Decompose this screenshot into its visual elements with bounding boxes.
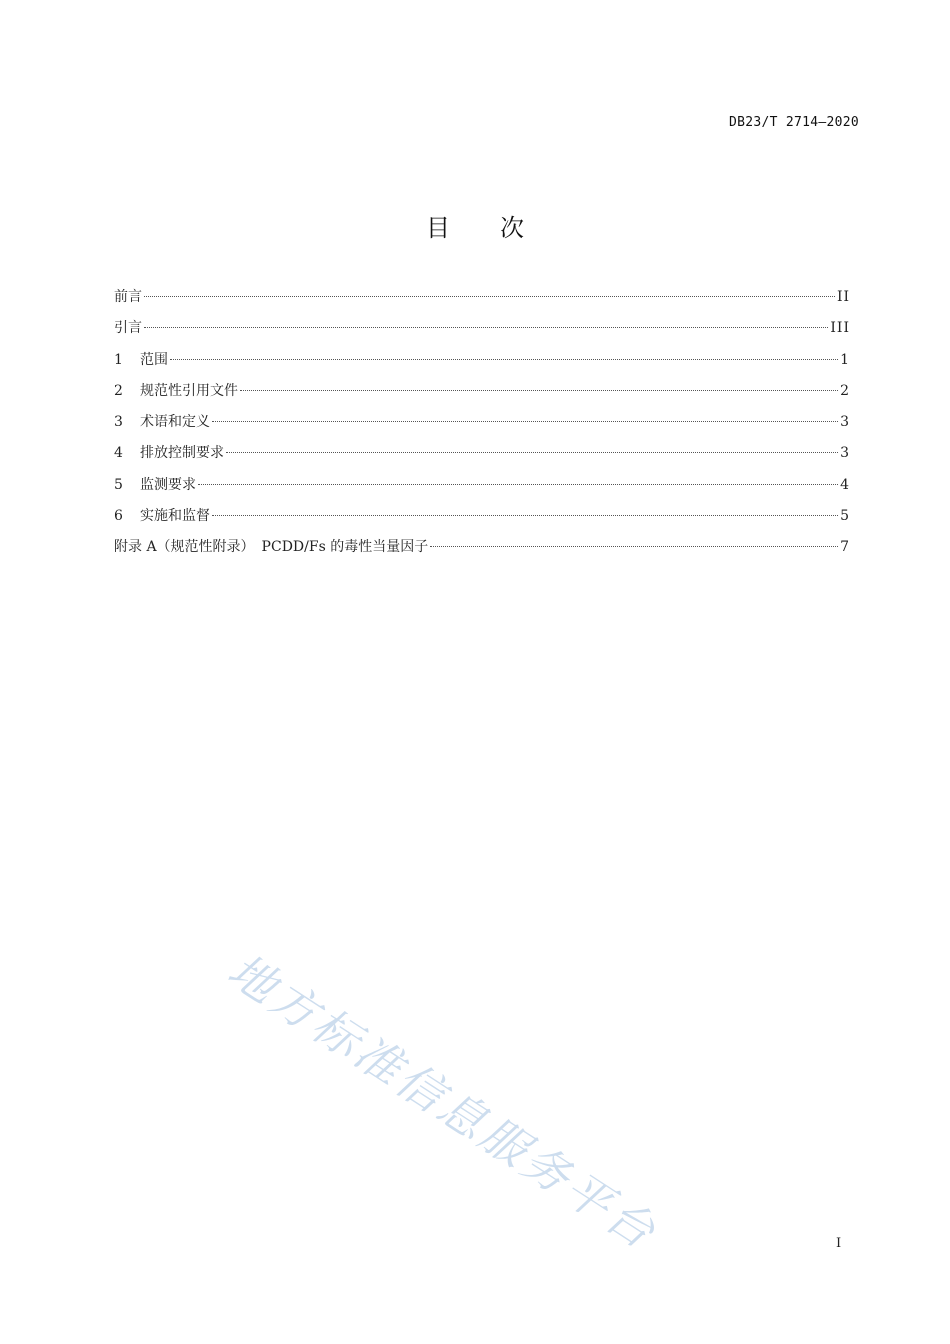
toc-entry-number: 3 — [114, 414, 123, 431]
watermark: 地方标准信息服务平台 — [218, 942, 668, 1261]
toc-entry-introduction[interactable] — [114, 317, 850, 348]
dot-leader — [144, 327, 828, 328]
table-of-contents — [114, 286, 850, 568]
toc-entry-label: 监测要求 — [140, 476, 196, 493]
toc-entry-page: 3 — [840, 445, 850, 462]
toc-entry-implementation[interactable] — [114, 505, 850, 536]
page-number: I — [836, 1236, 842, 1251]
toc-entry-page: 1 — [840, 351, 850, 368]
toc-entry-page: 4 — [840, 476, 850, 493]
document-code: DB23/T 2714—2020 — [728, 115, 859, 130]
toc-entry-label: 前言 — [114, 289, 142, 305]
toc-entry-label: 规范性引用文件 — [140, 382, 238, 399]
toc-entry-number: 4 — [114, 445, 123, 462]
dot-leader — [144, 296, 835, 297]
dot-leader — [212, 421, 838, 422]
title-char-2: 次 — [500, 214, 524, 242]
page-title — [0, 208, 950, 243]
toc-entry-monitoring[interactable] — [114, 474, 850, 505]
toc-entry-normative-references[interactable] — [114, 380, 850, 411]
toc-entry-number: 1 — [114, 351, 123, 368]
dot-leader — [170, 359, 838, 360]
toc-entry-terms[interactable] — [114, 411, 850, 442]
dot-leader — [212, 515, 838, 516]
toc-entry-label: 术语和定义 — [140, 414, 210, 431]
toc-entry-emission-control[interactable] — [114, 442, 850, 473]
toc-entry-scope[interactable] — [114, 349, 850, 380]
toc-entry-label: 引言 — [114, 320, 142, 337]
toc-entry-label: 实施和监督 — [140, 508, 210, 525]
toc-entry-page: II — [836, 289, 850, 305]
toc-entry-foreword[interactable] — [114, 286, 850, 317]
toc-entry-number: 5 — [114, 476, 123, 493]
toc-entry-label: 排放控制要求 — [140, 445, 224, 462]
toc-entry-page: 5 — [840, 508, 850, 525]
toc-entry-page: III — [830, 320, 850, 337]
toc-entry-appendix-a[interactable] — [114, 536, 850, 567]
dot-leader — [198, 484, 838, 485]
toc-entry-label: 附录 A（规范性附录） PCDD/Fs 的毒性当量因子 — [114, 539, 429, 556]
toc-entry-label: 范围 — [140, 351, 168, 368]
toc-entry-page: 2 — [840, 382, 850, 399]
toc-entry-page: 3 — [840, 414, 850, 431]
dot-leader — [430, 546, 838, 547]
toc-entry-number: 2 — [114, 382, 123, 399]
dot-leader — [240, 390, 838, 391]
dot-leader — [226, 452, 838, 453]
title-char-1: 目 — [426, 214, 450, 242]
toc-entry-page: 7 — [840, 539, 850, 556]
toc-entry-number: 6 — [114, 508, 123, 525]
